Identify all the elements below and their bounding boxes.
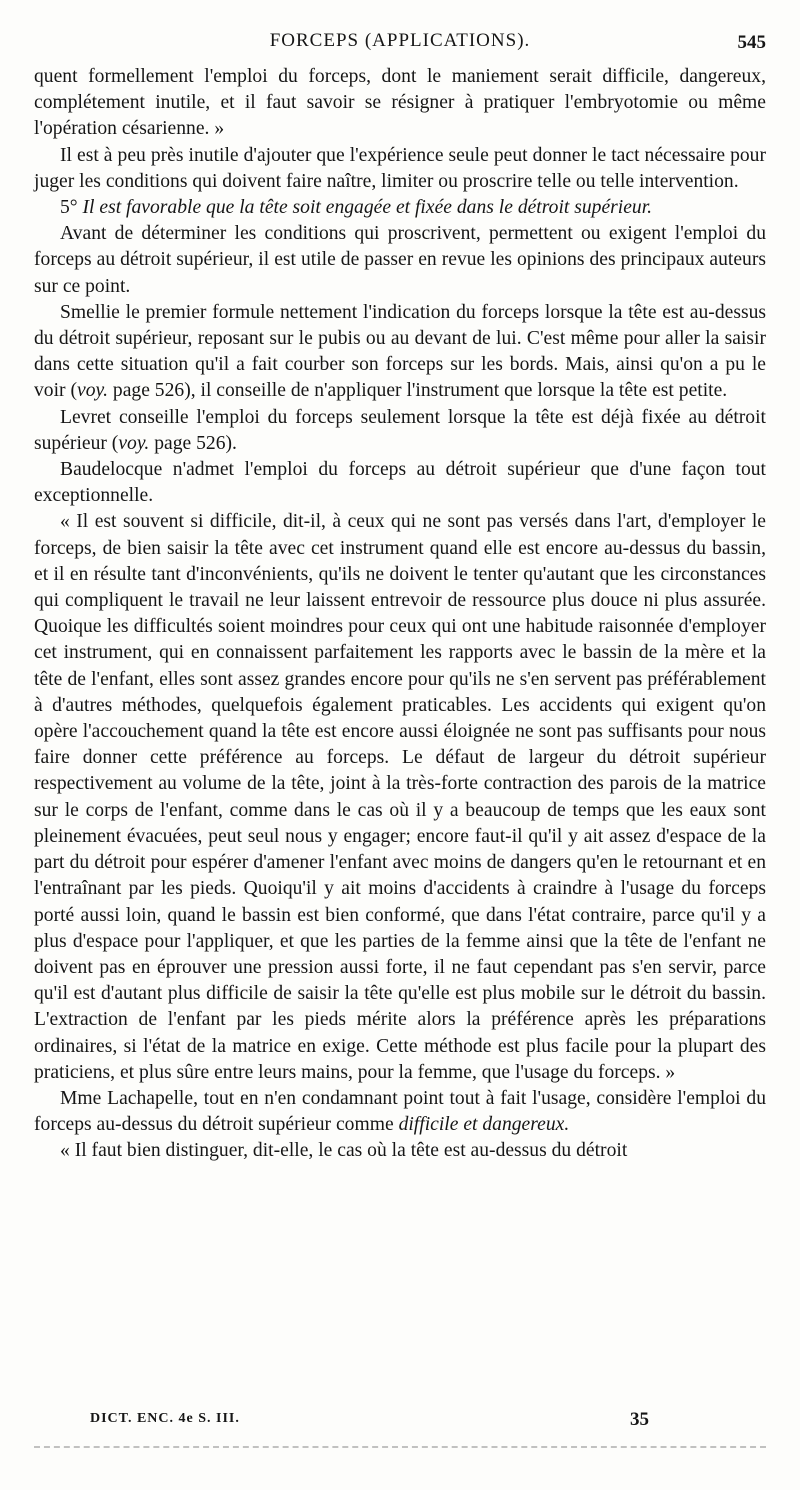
paragraph [34,1086,766,1138]
page-header [34,30,766,58]
paragraph-text: Mme Lachapelle, tout en n'en condamnant point tout à fait l'usage, considère l'emploi du forceps au-dessus du détroit supérieur comme [34,1087,766,1136]
paragraph-text: page 526), il conseille de n'appliquer l'instrument que lorsque la tête est petite. [108,380,728,402]
page-number: 545 [737,32,766,53]
paragraph-text: Smellie le premier formule nettement l'indication du forceps lorsque la tête est au-dessus du détroit supérieur, reposant sur le pubis ou au devant de lui. C'est même pour aller la saisir dans cette situation qu'il a fait courber son forceps sur les bords. Mais, ainsi qu'on a pu le voir ( [34,301,766,402]
italic-text: voy. [118,432,150,454]
paragraph-text: 5° [60,197,83,219]
paragraph [34,195,766,221]
paragraph [34,405,766,457]
italic-text: voy. [77,380,109,402]
paragraph-text: Baudelocque n'admet l'emploi du forceps au détroit supérieur que d'une façon tout exceptionnelle. [34,459,766,507]
bottom-rule [34,1446,766,1448]
paragraph-text: « Il faut bien distinguer, dit-elle, le cas où la tête est au-dessus du détroit [60,1140,628,1162]
italic-text: Il est favorable que la tête soit engagée et fixée dans le détroit supérieur. [82,197,653,219]
printer-signature: DICT. ENC. 4e S. III. [90,1411,240,1426]
paragraph-text: quent formellement l'emploi du forceps, dont le maniement serait difficile, dangereux, complétement inutile, et il faut savoir se résigner à pratiquer l'embryotomie ou même l'opération césarienne. » [34,66,766,140]
paragraph [34,457,766,509]
paragraph [34,1138,766,1164]
paragraph-text: « Il est souvent si difficile, dit-il, à ceux qui ne sont pas versés dans l'art, d'employer le forceps, de bien saisir la tête avec cet instrument quand elle est encore au-dessus du bassin, et il en résulte tant d'inconvénients, qu'ils ne doivent le tenter qu'autant que les circonstances qui compliquent le travail ne leur laissent entrevoir de ressource plus douce ni plus assurée. Quoique les difficultés soient moindres pour ceux qui ont une habitude raisonnée d'employer cet instrument, qui en connaissent parfaitement les rapports avec le bassin de la mère et la tête de l'enfant, elles sont assez grandes encore pour qu'ils ne s'en servent pas préférablement à d'autres méthodes, quelquefois également praticables. Les accidents qui exigent qu'on opère l'accouchement quand la tête est encore aussi éloignée ne sont pas suffisants pour nous faire donner cette préférence au forceps. Le défaut de largeur du détroit supérieur respectivement au volume de la tête, joint à la très-forte contraction des parois de la matrice sur le corps de l'enfant, comme dans le cas où il y a beaucoup de temps que les eaux sont pleinement évacuées, peut seul nous y engager; encore faut-il qu'il y ait assez d'espace de la part du détroit pour espérer d'amener l'enfant avec moins de dangers qu'en le retournant et en l'entraînant par les pieds. Quoiqu'il y ait moins d'accidents à craindre à l'usage du forceps porté aussi loin, quand le bassin est bien conformé, que dans l'état contraire, parce qu'il y a plus d'espace pour l'appliquer, et que les parties de la femme ainsi que la tête de l'enfant ne doivent pas en éprouver une pression aussi forte, il ne faut cependant pas s'en servir, parce qu'il est d'autant plus difficile de saisir la tête qu'elle est plus mobile sur le détroit du bassin. L'extraction de l'enfant par les pieds mérite alors la préférence après les préparations ordinaires, si l'état de la matrice en exige. Cette méthode est plus facile pour la plupart des praticiens, et plus sûre entre leurs mains, pour la femme, que l'usage du forceps. » [34,511,766,1083]
paragraph [34,300,766,405]
signature-number: 35 [630,1409,649,1430]
italic-text: difficile et dangereux. [398,1114,570,1136]
paragraph-text: Avant de déterminer les conditions qui proscrivent, permettent ou exigent l'emploi du forceps au détroit supérieur, il est utile de passer en revue les opinions des principaux auteurs sur ce point. [34,223,766,297]
body-text [34,64,766,1165]
paragraph [34,509,766,1085]
paragraph-text: page 526). [149,432,237,454]
paragraph [34,143,766,195]
paragraph-text: Levret conseille l'emploi du forceps seulement lorsque la tête est déjà fixée au détroit supérieur ( [34,406,766,454]
page-footer [90,1411,690,1435]
paragraph [34,64,766,143]
paragraph-text: Il est à peu près inutile d'ajouter que l'expérience seule peut donner le tact nécessaire pour juger les conditions qui doivent faire naître, limiter ou proscrire telle ou telle intervention. [34,144,766,192]
running-title: FORCEPS (APPLICATIONS). [269,30,531,51]
paragraph [34,221,766,300]
